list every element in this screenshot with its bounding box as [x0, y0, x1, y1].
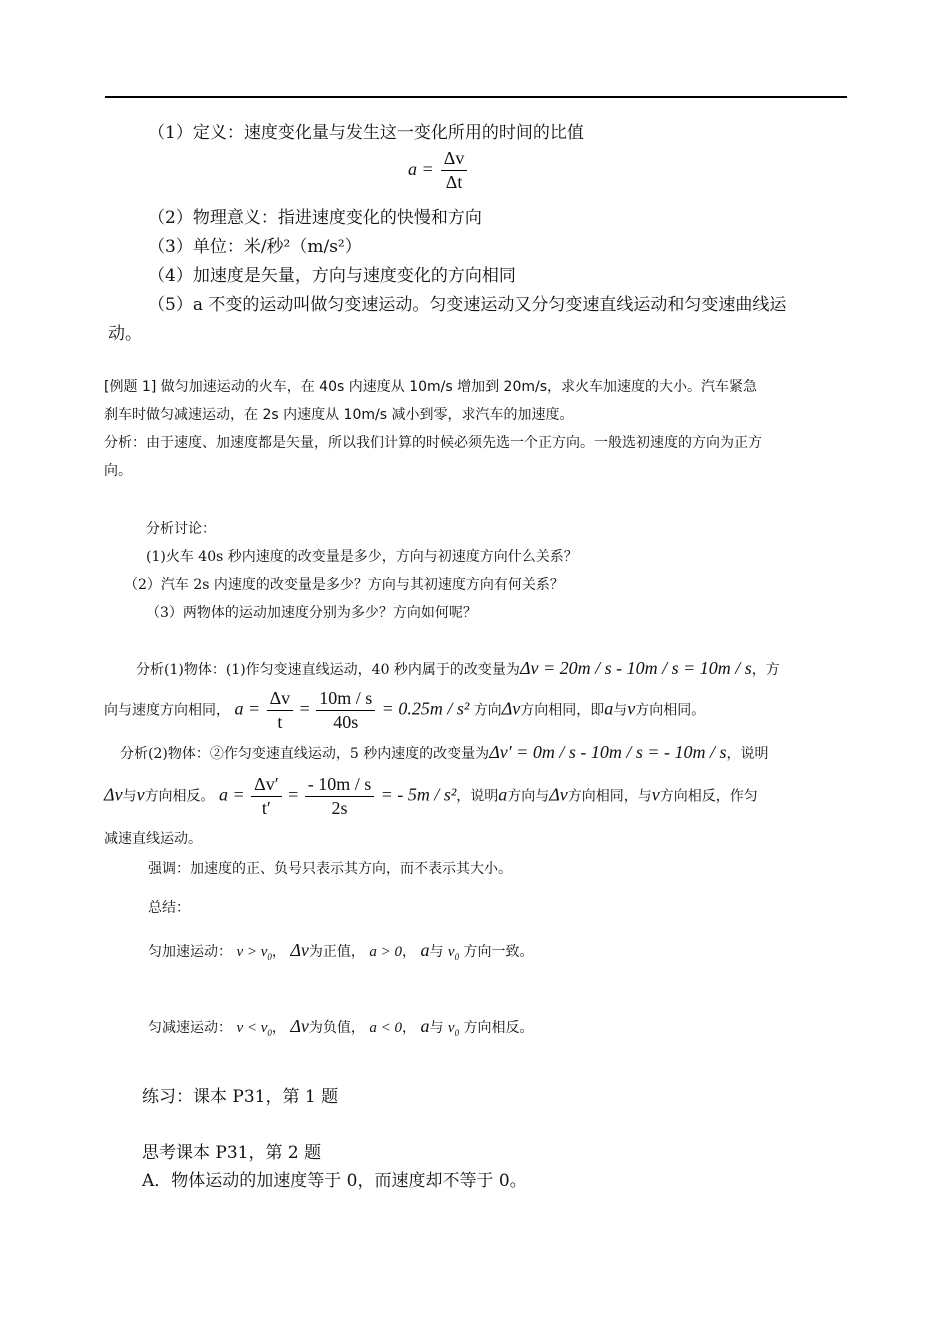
solution-1-line-1 — [136, 658, 780, 679]
direction-same-text: 方向一致。 — [463, 944, 534, 960]
a-symbol: a — [420, 1016, 430, 1036]
v-symbol: v — [651, 784, 660, 805]
subscript-zero: 0 — [454, 1028, 460, 1038]
acceleration-formula — [408, 148, 469, 193]
fraction-denominator: 40s — [333, 711, 359, 732]
emphasis-line: 强调：加速度的正、负号只表示其方向，而不表示其大小。 — [148, 861, 512, 877]
uniform-motion-line-2: 动。 — [108, 324, 142, 344]
v-symbol: v — [136, 784, 145, 805]
acceleration-condition — [236, 944, 271, 960]
solution-1-result: = 0.25m / s² — [381, 698, 470, 719]
practice-line: 练习：课本 P31，第 1 题 — [142, 1087, 339, 1107]
condition-text: v < v — [236, 1020, 268, 1036]
a-symbol: a — [420, 940, 430, 960]
with-text: 与 — [429, 1020, 444, 1036]
solution-1-text-2: 方向 — [473, 702, 502, 719]
summary-title: 总结： — [148, 900, 190, 916]
solution-2-text-3: ，说明 — [456, 788, 499, 805]
solution-1-a-lhs: a = — [234, 698, 261, 719]
solution-2-tail: ，说明 — [726, 746, 769, 762]
solution-2-fraction-2 — [305, 774, 375, 819]
comma: ， — [271, 944, 286, 960]
solution-2-text-6: 方向相反，作匀 — [659, 788, 758, 805]
v-symbol: v — [627, 698, 636, 719]
analysis-line-2: 向。 — [104, 463, 132, 479]
solution-1-fraction-1 — [267, 688, 294, 733]
delta-v-symbol: Δv — [290, 1016, 309, 1036]
direction-opposite-text: 方向相反。 — [463, 1020, 534, 1036]
discussion-title: 分析讨论： — [146, 521, 216, 537]
example-1-line-1: [例题 1] 做匀加速运动的火车，在 40s 内速度从 10m/s 增加到 20m/s，求火车加速度的大小。汽车紧急 — [104, 379, 758, 395]
analysis-line-1: 分析：由于速度、加速度都是矢量，所以我们计算的时候必须先选一个正方向。一般选初速度的方向为正方 — [104, 435, 762, 451]
solution-1-text-4: 与 — [613, 702, 628, 719]
solution-2-text: 分析(2)物体：②作匀变速直线运动，5 秒内速度的改变量为 — [120, 746, 490, 762]
acceleration-label: 匀加速运动： — [148, 944, 232, 960]
solution-2-a-lhs: a = — [219, 784, 245, 805]
solution-1-text: 分析(1)物体：(1)作匀变速直线运动，40 秒内属于的改变量为 — [136, 662, 520, 678]
delta-v-symbol: Δv — [501, 698, 521, 719]
comma: ， — [401, 1020, 416, 1036]
header-rule — [105, 96, 847, 98]
question-2: （2）汽车 2s 内速度的改变量是多少？方向与其初速度方向有何关系？ — [124, 577, 564, 593]
a-symbol: a — [498, 784, 508, 805]
a-positive: a > 0 — [369, 944, 402, 960]
fraction-numerator: Δv′ — [251, 774, 282, 797]
solution-2-result: = - 5m / s² — [380, 784, 457, 805]
question-3: （3）两物体的运动加速度分别为多少？方向如何呢？ — [146, 605, 477, 621]
v-text: v — [447, 1020, 455, 1036]
fraction-numerator: - 10m / s — [305, 774, 375, 797]
a-symbol: a — [604, 698, 614, 719]
fraction-numerator: Δv — [267, 688, 294, 711]
formula-lhs: a = — [408, 159, 434, 180]
comma: ， — [271, 1020, 286, 1036]
solution-2-text-1: 与 — [122, 788, 137, 805]
unit-line: （3）单位：米/秒²（m/s²） — [148, 237, 362, 257]
example-1-line-2: 刹车时做匀减速运动，在 2s 内速度从 10m/s 减小到零，求汽车的加速度。 — [104, 407, 574, 423]
comma: ， — [401, 944, 416, 960]
fraction-denominator: t′ — [261, 797, 271, 818]
acceleration-summary-row — [148, 940, 534, 962]
solution-1-prefix: 向与速度方向相同， — [104, 702, 230, 719]
solution-1-line-2: 向与速度方向相同， a = $\frac{\Delta v}{t}$ = $\frac{10m / s}{40s}$ = 0.25m / s² 方向Δv方向相同，即a与v方向相同。 — [104, 688, 706, 732]
subscript-zero: 0 — [267, 1028, 272, 1038]
solution-1-text-3: 方向相同，即 — [520, 702, 605, 719]
solution-2-delta-v-equation: Δv′ = 0m / s - 10m / s = - 10m / s — [489, 742, 727, 762]
formula-denominator: Δt — [445, 171, 463, 192]
solution-2-line-1 — [120, 742, 768, 763]
condition-text: v > v — [236, 944, 268, 960]
physical-meaning-line: （2）物理意义：指进速度变化的快慢和方向 — [148, 208, 482, 228]
option-a-line: A．物体运动的加速度等于 0，而速度却不等于 0。 — [142, 1171, 527, 1191]
solution-1-tail: ，方 — [751, 662, 780, 678]
v0-symbol — [448, 1020, 459, 1036]
think-line: 思考课本 P31，第 2 题 — [142, 1143, 322, 1163]
uniform-motion-line-1: （5）a 不变的运动叫做匀变速运动。匀变速运动又分匀变速直线运动和匀变速曲线运 — [148, 295, 787, 315]
with-text: 与 — [429, 944, 444, 960]
subscript-zero: 0 — [454, 952, 460, 962]
v0-symbol — [448, 944, 459, 960]
fraction-numerator: 10m / s — [316, 688, 375, 711]
solution-1-delta-v-equation: Δv = 20m / s - 10m / s = 10m / s — [519, 658, 752, 678]
negative-text: 为负值， — [308, 1020, 365, 1036]
delta-v-symbol: Δv — [104, 784, 123, 805]
fraction-denominator: t — [277, 711, 283, 732]
subscript-zero: 0 — [267, 952, 272, 962]
v-text: v — [447, 944, 455, 960]
definition-line: （1）定义：速度变化量与发生这一变化所用的时间的比值 — [148, 123, 584, 143]
vector-line: （4）加速度是矢量，方向与速度变化的方向相同 — [148, 266, 516, 286]
question-1: (1)火车 40s 秒内速度的改变量是多少，方向与初速度方向什么关系？ — [146, 549, 578, 565]
solution-2-fraction-1 — [251, 774, 282, 819]
fraction-denominator: 2s — [331, 797, 348, 818]
solution-1-text-5: 方向相同。 — [635, 702, 706, 719]
deceleration-condition — [236, 1020, 271, 1036]
deceleration-label: 匀减速运动： — [148, 1020, 232, 1036]
delta-v-symbol: Δv — [290, 940, 309, 960]
solution-2-text-5: 方向相同，与 — [567, 788, 652, 805]
delta-v-symbol: Δv — [549, 784, 568, 805]
solution-2-line-2: Δv与v方向相反。 a = $\frac{\Delta v'}{t'}$ = $\frac{- 10m / s}{2s}$ = - 5m / s²，说明a方向与Δv方向相同，与v方向相反，作匀 — [104, 774, 758, 818]
solution-2-text-4: 方向与 — [507, 788, 550, 805]
solution-2-text-2: 方向相反。 — [144, 788, 215, 805]
deceleration-summary-row — [148, 1016, 534, 1038]
positive-text: 为正值， — [308, 944, 365, 960]
formula-numerator: Δv — [441, 148, 468, 171]
a-negative: a < 0 — [369, 1020, 402, 1036]
solution-1-fraction-2 — [316, 688, 375, 733]
solution-2-line-3: 减速直线运动。 — [104, 831, 202, 847]
formula-fraction — [441, 148, 468, 193]
